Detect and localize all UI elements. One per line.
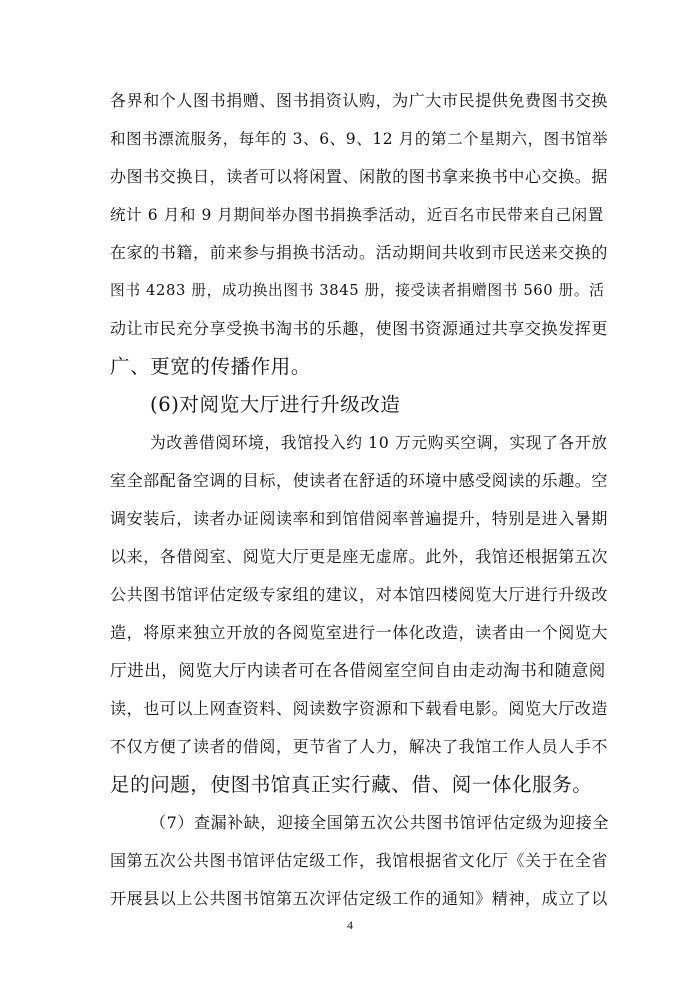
paragraph-line: 不仅方便了读者的借阅，更节省了人力，解决了我馆工作人员人手不 xyxy=(110,737,609,756)
paragraph-line: 各界和个人图书捐赠、图书捐资认购，为广大市民提供免费图书交换 xyxy=(110,91,609,110)
page-number: 4 xyxy=(347,918,353,932)
paragraph-line: 厅进出，阅览大厅内读者可在各借阅室空间自由走动淘书和随意阅 xyxy=(110,661,606,680)
paragraph-line: 动让市民充分享受换书淘书的乐趣，使图书资源通过共享交换发挥更 xyxy=(110,319,609,338)
paragraph-line: 和图书漂流服务，每年的 3、6、9、12 月的第二个星期六，图书馆举 xyxy=(110,130,609,148)
paragraph-line: 在家的书籍，前来参与捐换书活动。活动期间共收到市民送来交换的 xyxy=(110,243,609,262)
paragraph-line: 图书 4283 册，成功换出图书 3845 册，接受读者捐赠图书 560 册。活 xyxy=(110,282,605,299)
paragraph-line: 造，将原来独立开放的各阅览室进行一体化改造，读者由一个阅览大 xyxy=(110,623,609,642)
paragraph-line: 足的问题，使图书馆真正实行藏、借、阅一体化服务。 xyxy=(110,773,593,796)
paragraph-line: 统计 6 月和 9 月期间举办图书捐换季活动，近百名市民带来自己闲置 xyxy=(110,206,604,224)
paragraph-line: 广、更宽的传播作用。 xyxy=(110,355,312,378)
paragraph-line: 室全部配备空调的目标，使读者在舒适的环境中感受阅读的乐趣。空 xyxy=(110,471,609,490)
section-heading: （7）查漏补缺，迎接全国第五次公共图书馆评估定级为迎接全 xyxy=(150,813,609,832)
paragraph-line: 国第五次公共图书馆评估定级工作，我馆根据省文化厅《关于在全省 xyxy=(110,851,609,870)
paragraph-line: 为改善借阅环境，我馆投入约 10 万元购买空调，实现了各开放 xyxy=(150,433,608,452)
paragraph-line: 读，也可以上网查资料、阅读数字资源和下载看电影。阅览大厅改造 xyxy=(110,699,609,718)
paragraph-line: 开展县以上公共图书馆第五次评估定级工作的通知》精神，成立了以 xyxy=(110,889,609,908)
paragraph-line: 办图书交换日，读者可以将闲置、闲散的图书拿来换书中心交换。据 xyxy=(110,167,609,186)
paragraph-line: 公共图书馆评估定级专家组的建议，对本馆四楼阅览大厅进行升级改 xyxy=(110,585,609,604)
paragraph-line: 以来，各借阅室、阅览大厅更是座无虚席。此外，我馆还根据第五次 xyxy=(110,547,609,566)
paragraph-line: 调安装后，读者办证阅读率和到馆借阅率普遍提升，特别是进入暑期 xyxy=(110,509,609,528)
section-heading: (6)对阅览大厅进行升级改造 xyxy=(150,393,401,416)
